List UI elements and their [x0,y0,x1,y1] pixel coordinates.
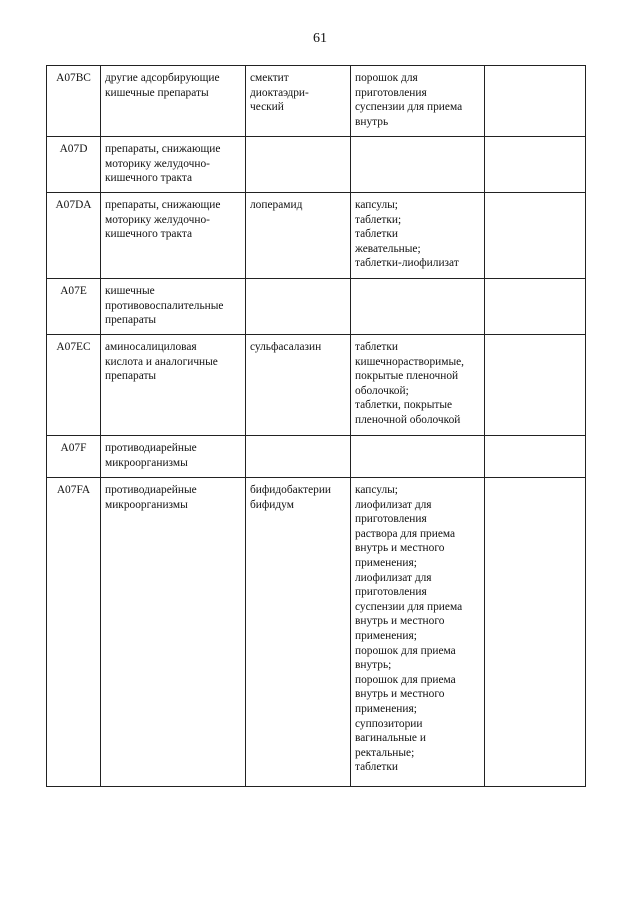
table-row [47,193,586,279]
inn-cell [246,279,351,335]
extra-cell [485,436,586,478]
group-cell: другие адсорбирующие кишечные препараты [101,66,246,137]
group-cell: противодиарейные микроорганизмы [101,478,246,787]
group-cell: препараты, снижающие моторику желудочно- кишечного тракта [101,137,246,193]
dosage-form-cell: капсулы; таблетки; таблетки жевательные; таблетки-лиофилизат [351,193,485,279]
group-cell: противодиарейные микроорганизмы [101,436,246,478]
atc-code-cell: A07BC [47,66,101,137]
extra-cell [485,137,586,193]
atc-code-cell: A07EC [47,335,101,436]
extra-cell [485,66,586,137]
extra-cell [485,478,586,787]
dosage-form-cell [351,279,485,335]
table-row [47,66,586,137]
dosage-form-cell [351,436,485,478]
dosage-form-cell: порошок для приготовления суспензии для приема внутрь [351,66,485,137]
inn-cell: смектит диоктаэдри- ческий [246,66,351,137]
atc-code-cell: A07F [47,436,101,478]
table-row [47,279,586,335]
atc-code-cell: A07DA [47,193,101,279]
extra-cell [485,279,586,335]
group-cell: кишечные противовоспалительные препараты [101,279,246,335]
atc-code-cell: A07FA [47,478,101,787]
drug-table [46,65,586,787]
group-cell: препараты, снижающие моторику желудочно- кишечного тракта [101,193,246,279]
table-row [47,335,586,436]
inn-cell [246,137,351,193]
extra-cell [485,193,586,279]
dosage-form-cell [351,137,485,193]
page-number: 61 [313,31,327,46]
dosage-form-cell: капсулы; лиофилизат для приготовления раствора для приема внутрь и местного применения; лиофилизат для приготовления суспензии для приема внутрь и местного применения; порошок для приема внутрь; порошок для приема внутрь и местного применения; суппозитории вагинальные и ректальные; таблетки [351,478,485,787]
table-row [47,137,586,193]
group-cell: аминосалициловая кислота и аналогичные препараты [101,335,246,436]
inn-cell [246,436,351,478]
inn-cell: сульфасалазин [246,335,351,436]
dosage-form-cell: таблетки кишечнорастворимые, покрытые пленочной оболочкой; таблетки, покрытые пленочной оболочкой [351,335,485,436]
table-row [47,436,586,478]
extra-cell [485,335,586,436]
inn-cell: бифидобактерии бифидум [246,478,351,787]
atc-code-cell: A07E [47,279,101,335]
inn-cell: лоперамид [246,193,351,279]
table-row [47,478,586,787]
atc-code-cell: A07D [47,137,101,193]
